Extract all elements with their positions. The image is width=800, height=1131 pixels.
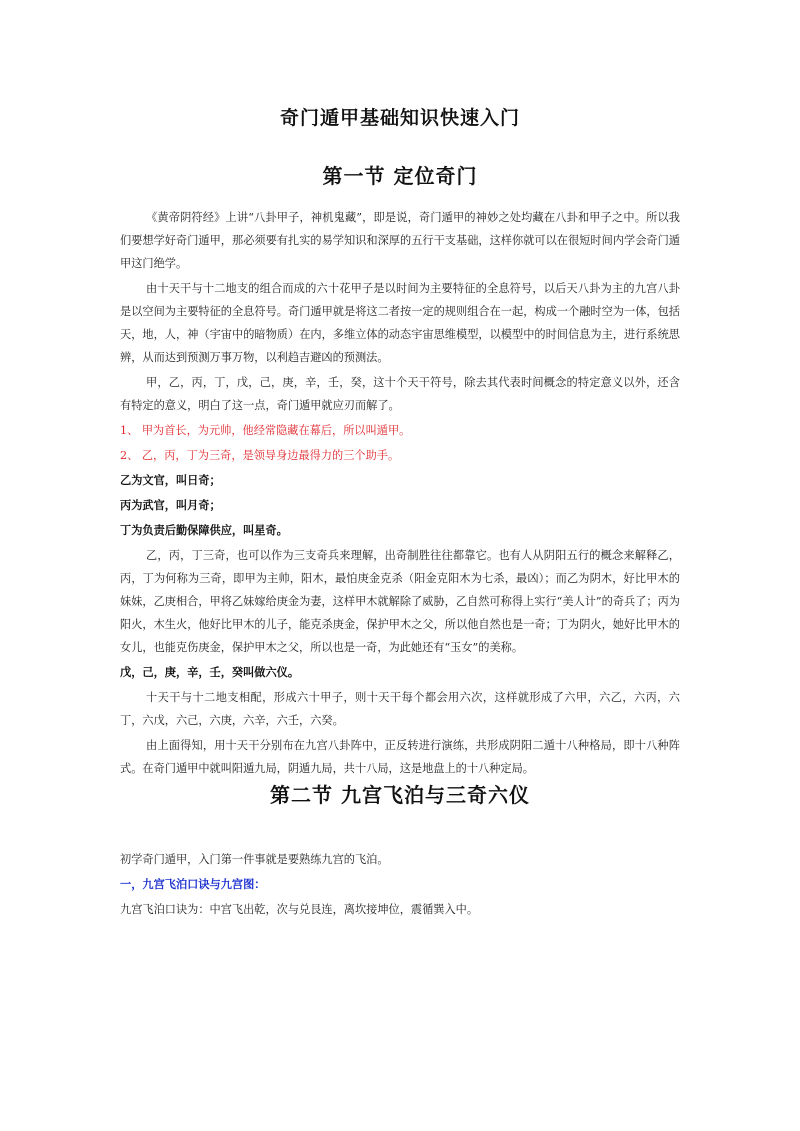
bold-line: 戊，己，庚，辛，壬，癸叫做六仪。 bbox=[120, 665, 300, 679]
subheading: 一，九宫飞泊口诀与九宫图： bbox=[120, 877, 266, 891]
bold-line: 丁为负责后勤保障供应，叫星奇。 bbox=[120, 523, 288, 537]
document-title: 奇门遁甲基础知识快速入门 bbox=[279, 107, 520, 129]
section-2-body bbox=[120, 848, 680, 923]
section-1-body bbox=[120, 206, 680, 782]
paragraph: 由上面得知，用十天干分别布在九宫八卦阵中，正反转进行演练，共形成阴阳二遁十八种格局，即十八种阵式。在奇门遁甲中就叫阳遁九局，阴遁九局，共十八局，这是地盘上的十八种定局。 bbox=[120, 739, 680, 775]
paragraph: 由十天干与十二地支的组合而成的六十花甲子是以时间为主要特征的全息符号，以后天八卦为主的九宫八卦是以空间为主要特征的全息符号。奇门遁甲就是将这二者按一定的规则组合在一起，构成一个融时空为一体，包括天，地，人，神（宇宙中的暗物质）在内，多维立体的动态宇宙思维模型，以模型中的时间信息为主，进行系统思辨，从而达到预测万事万物，以利趋吉避凶的预测法。 bbox=[120, 282, 680, 364]
paragraph: 九宫飞泊口诀为：中宫飞出乾，次与兑艮连，离坎接坤位，震循巽入中。 bbox=[120, 903, 479, 916]
paragraph: 《黄帝阴符经》上讲“八卦甲子，神机鬼藏”，即是说，奇门遁甲的神妙之处均藏在八卦和甲子之中。所以我们要想学好奇门遁甲，那必须要有扎实的易学知识和深厚的五行干支基础，这样你就可以在很短时间内学会奇门遁甲这门绝学。 bbox=[120, 211, 680, 270]
section-2-title: 第二节 九宫飞泊与三奇六仪 bbox=[270, 783, 530, 807]
bold-line: 丙为武官，叫月奇； bbox=[120, 498, 221, 512]
paragraph: 甲，乙，丙，丁，戊，己，庚，辛，壬，癸，这十个天干符号，除去其代表时间概念的特定意义以外，还含有特定的意义，明白了这一点，奇门遁甲就应刃而解了。 bbox=[120, 376, 680, 412]
paragraph: 十天干与十二地支相配，形成六十甲子，则十天干每个都会用六次，这样就形成了六甲，六乙，六丙，六丁，六戊，六己，六庚，六辛，六壬，六癸。 bbox=[120, 691, 680, 727]
red-list-item: 2、 乙，丙，丁为三奇，是领导身边最得力的三个助手。 bbox=[120, 449, 400, 462]
paragraph: 乙，丙，丁三奇，也可以作为三支奇兵来理解，出奇制胜往往都靠它。也有人从阴阳五行的概念来解释乙，丙，丁为何称为三奇，即甲为主帅，阳木，最怕庚金克杀（阳金克阳木为七杀，最凶）；而乙为阴木，好比甲木的妹妹，乙庚相合，甲将乙妹嫁给庚金为妻，这样甲木就解除了威胁，乙自然可称得上实行“美人计”的奇兵了；丙为阳火，木生火，他好比甲木的儿子，能克杀庚金，保护甲木之父，所以他自然也是一奇；丁为阴火，她好比甲木的女儿，也能克伤庚金，保护甲木之父，所以也是一奇，为此她还有“玉女”的美称。 bbox=[120, 549, 680, 654]
bold-line: 乙为文官，叫日奇； bbox=[120, 473, 221, 487]
section-1-title: 第一节 定位奇门 bbox=[322, 164, 478, 188]
paragraph: 初学奇门遁甲，入门第一件事就是要熟练九宫的飞泊。 bbox=[120, 853, 389, 866]
red-list-item: 1、 甲为首长，为元帅，他经常隐藏在幕后，所以叫遁甲。 bbox=[120, 424, 411, 437]
